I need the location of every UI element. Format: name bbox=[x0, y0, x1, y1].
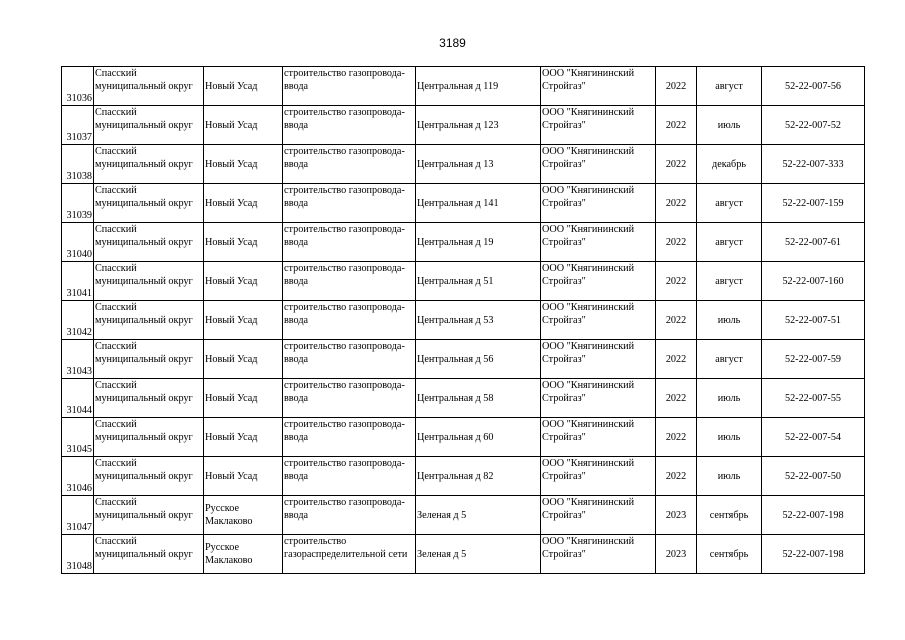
district-text: Спасский bbox=[95, 497, 137, 508]
row-number-text: 31044 bbox=[66, 405, 92, 416]
code-text: 52-22-007-56 bbox=[784, 80, 842, 92]
district-text: Спасский bbox=[95, 146, 137, 157]
code-text: 52-22-007-51 bbox=[784, 314, 842, 326]
month-text: июль bbox=[717, 392, 741, 404]
work-type-text: ввода bbox=[284, 120, 309, 131]
year-cell bbox=[656, 262, 697, 301]
district-text: муниципальный округ bbox=[95, 198, 193, 209]
row-number-text: 31048 bbox=[66, 561, 92, 572]
contractor-cell bbox=[541, 301, 656, 340]
address-cell bbox=[416, 340, 541, 379]
address-text: Центральная д 53 bbox=[417, 314, 494, 326]
settlement-cell bbox=[204, 223, 283, 262]
address-cell bbox=[416, 457, 541, 496]
code-cell bbox=[762, 184, 865, 223]
district-text: муниципальный округ bbox=[95, 510, 193, 521]
settlement-cell bbox=[204, 457, 283, 496]
registry-table bbox=[61, 66, 865, 574]
district-text: Спасский bbox=[95, 263, 137, 274]
work-type-text: ввода bbox=[284, 393, 309, 404]
district-text: муниципальный округ bbox=[95, 393, 193, 404]
settlement-cell bbox=[204, 379, 283, 418]
contractor-text: ООО "Княгининский bbox=[542, 497, 635, 508]
work-type-cell bbox=[283, 457, 416, 496]
address-text: Центральная д 119 bbox=[417, 80, 499, 92]
district-cell bbox=[94, 340, 204, 379]
settlement-text: Новый Усад bbox=[205, 236, 258, 248]
year-cell bbox=[656, 106, 697, 145]
contractor-text: ООО "Княгининский bbox=[542, 458, 635, 469]
row-number-cell bbox=[62, 145, 94, 184]
district-text: муниципальный округ bbox=[95, 159, 193, 170]
settlement-text: Новый Усад bbox=[205, 470, 258, 482]
settlement-cell bbox=[204, 106, 283, 145]
table-row bbox=[62, 340, 865, 379]
table-row bbox=[62, 418, 865, 457]
work-type-text: строительство газопровода- bbox=[284, 146, 405, 157]
district-text: муниципальный округ bbox=[95, 549, 193, 560]
contractor-cell bbox=[541, 106, 656, 145]
district-text: Спасский bbox=[95, 302, 137, 313]
year-text: 2022 bbox=[665, 158, 687, 170]
work-type-text: строительство bbox=[284, 536, 347, 547]
contractor-text: ООО "Княгининский bbox=[542, 107, 635, 118]
settlement-cell bbox=[204, 418, 283, 457]
code-cell bbox=[762, 340, 865, 379]
row-number-cell bbox=[62, 223, 94, 262]
code-text: 52-22-007-198 bbox=[782, 548, 844, 560]
row-number-cell bbox=[62, 496, 94, 535]
contractor-text: ООО "Княгининский bbox=[542, 263, 635, 274]
settlement-text: Новый Усад bbox=[205, 275, 258, 287]
work-type-text: ввода bbox=[284, 315, 309, 326]
contractor-text: ООО "Княгининский bbox=[542, 380, 635, 391]
code-text: 52-22-007-159 bbox=[782, 197, 844, 209]
contractor-text: Стройгаз" bbox=[542, 159, 586, 170]
year-cell bbox=[656, 379, 697, 418]
work-type-text: ввода bbox=[284, 276, 309, 287]
district-text: Спасский bbox=[95, 419, 137, 430]
address-cell bbox=[416, 67, 541, 106]
row-number-cell bbox=[62, 301, 94, 340]
year-text: 2022 bbox=[665, 470, 687, 482]
settlement-text: Новый Усад bbox=[205, 353, 258, 365]
month-text: август bbox=[715, 275, 743, 287]
address-text: Центральная д 13 bbox=[417, 158, 494, 170]
table-row bbox=[62, 67, 865, 106]
contractor-text: ООО "Княгининский bbox=[542, 419, 635, 430]
settlement-text: Новый Усад bbox=[205, 119, 258, 131]
address-cell bbox=[416, 301, 541, 340]
settlement-text: Новый Усад bbox=[205, 158, 258, 170]
code-cell bbox=[762, 67, 865, 106]
contractor-text: ООО "Княгининский bbox=[542, 68, 635, 79]
work-type-cell bbox=[283, 67, 416, 106]
district-text: Спасский bbox=[95, 68, 137, 79]
district-text: Спасский bbox=[95, 341, 137, 352]
contractor-text: Стройгаз" bbox=[542, 81, 586, 92]
month-cell bbox=[697, 184, 762, 223]
district-cell bbox=[94, 457, 204, 496]
year-text: 2022 bbox=[665, 392, 687, 404]
table-body bbox=[62, 67, 865, 574]
address-cell bbox=[416, 106, 541, 145]
contractor-cell bbox=[541, 67, 656, 106]
district-text: Спасский bbox=[95, 107, 137, 118]
row-number-cell bbox=[62, 340, 94, 379]
work-type-cell bbox=[283, 184, 416, 223]
contractor-cell bbox=[541, 262, 656, 301]
month-cell bbox=[697, 301, 762, 340]
year-cell bbox=[656, 67, 697, 106]
district-text: муниципальный округ bbox=[95, 354, 193, 365]
year-text: 2022 bbox=[665, 197, 687, 209]
work-type-cell bbox=[283, 106, 416, 145]
work-type-cell bbox=[283, 262, 416, 301]
code-cell bbox=[762, 301, 865, 340]
settlement-text: Русское bbox=[205, 503, 239, 514]
year-text: 2022 bbox=[665, 80, 687, 92]
work-type-text: строительство газопровода- bbox=[284, 263, 405, 274]
work-type-text: строительство газопровода- bbox=[284, 497, 405, 508]
month-text: декабрь bbox=[712, 158, 746, 170]
settlement-text: Русское bbox=[205, 542, 239, 553]
row-number-text: 31039 bbox=[66, 210, 92, 221]
month-cell bbox=[697, 496, 762, 535]
district-text: муниципальный округ bbox=[95, 120, 193, 131]
year-text: 2022 bbox=[665, 236, 687, 248]
work-type-text: строительство газопровода- bbox=[284, 107, 405, 118]
settlement-cell bbox=[204, 67, 283, 106]
district-text: муниципальный округ bbox=[95, 432, 193, 443]
code-cell bbox=[762, 418, 865, 457]
address-text: Центральная д 51 bbox=[417, 275, 494, 287]
contractor-text: Стройгаз" bbox=[542, 237, 586, 248]
contractor-text: ООО "Княгининский bbox=[542, 302, 635, 313]
address-text: Центральная д 56 bbox=[417, 353, 494, 365]
work-type-text: ввода bbox=[284, 471, 309, 482]
address-text: Центральная д 82 bbox=[417, 470, 494, 482]
month-cell bbox=[697, 457, 762, 496]
work-type-text: ввода bbox=[284, 159, 309, 170]
settlement-cell bbox=[204, 340, 283, 379]
row-number-cell bbox=[62, 457, 94, 496]
address-text: Зеленая д 5 bbox=[417, 509, 467, 521]
work-type-text: строительство газопровода- bbox=[284, 380, 405, 391]
month-text: август bbox=[715, 197, 743, 209]
table-row bbox=[62, 223, 865, 262]
work-type-cell bbox=[283, 496, 416, 535]
code-cell bbox=[762, 262, 865, 301]
table-row bbox=[62, 106, 865, 145]
year-cell bbox=[656, 418, 697, 457]
work-type-cell bbox=[283, 379, 416, 418]
work-type-text: строительство газопровода- bbox=[284, 224, 405, 235]
contractor-cell bbox=[541, 535, 656, 574]
row-number-cell bbox=[62, 67, 94, 106]
work-type-cell bbox=[283, 223, 416, 262]
address-cell bbox=[416, 184, 541, 223]
year-cell bbox=[656, 457, 697, 496]
work-type-text: строительство газопровода- bbox=[284, 341, 405, 352]
code-cell bbox=[762, 457, 865, 496]
month-cell bbox=[697, 67, 762, 106]
district-text: муниципальный округ bbox=[95, 237, 193, 248]
year-cell bbox=[656, 301, 697, 340]
district-cell bbox=[94, 535, 204, 574]
code-cell bbox=[762, 145, 865, 184]
year-text: 2023 bbox=[665, 509, 687, 521]
month-cell bbox=[697, 106, 762, 145]
row-number-cell bbox=[62, 379, 94, 418]
table-row bbox=[62, 145, 865, 184]
code-cell bbox=[762, 106, 865, 145]
month-cell bbox=[697, 223, 762, 262]
settlement-cell bbox=[204, 496, 283, 535]
settlement-cell bbox=[204, 535, 283, 574]
address-text: Центральная д 141 bbox=[417, 197, 499, 209]
contractor-text: Стройгаз" bbox=[542, 276, 586, 287]
contractor-text: Стройгаз" bbox=[542, 432, 586, 443]
row-number-cell bbox=[62, 418, 94, 457]
settlement-cell bbox=[204, 184, 283, 223]
contractor-cell bbox=[541, 340, 656, 379]
row-number-cell bbox=[62, 535, 94, 574]
row-number-text: 31037 bbox=[66, 132, 92, 143]
row-number-text: 31040 bbox=[66, 249, 92, 260]
address-cell bbox=[416, 145, 541, 184]
address-cell bbox=[416, 223, 541, 262]
work-type-cell bbox=[283, 340, 416, 379]
row-number-text: 31046 bbox=[66, 483, 92, 494]
contractor-cell bbox=[541, 223, 656, 262]
year-text: 2022 bbox=[665, 275, 687, 287]
settlement-cell bbox=[204, 301, 283, 340]
year-cell bbox=[656, 223, 697, 262]
contractor-text: Стройгаз" bbox=[542, 120, 586, 131]
work-type-cell bbox=[283, 145, 416, 184]
district-cell bbox=[94, 418, 204, 457]
code-text: 52-22-007-52 bbox=[784, 119, 842, 131]
code-cell bbox=[762, 496, 865, 535]
row-number-text: 31047 bbox=[66, 522, 92, 533]
work-type-cell bbox=[283, 418, 416, 457]
month-text: сентябрь bbox=[709, 509, 749, 521]
year-text: 2022 bbox=[665, 353, 687, 365]
code-text: 52-22-007-59 bbox=[784, 353, 842, 365]
code-text: 52-22-007-55 bbox=[784, 392, 842, 404]
district-cell bbox=[94, 106, 204, 145]
year-text: 2022 bbox=[665, 119, 687, 131]
work-type-text: строительство газопровода- bbox=[284, 185, 405, 196]
work-type-text: строительство газопровода- bbox=[284, 419, 405, 430]
district-text: Спасский bbox=[95, 185, 137, 196]
address-text: Центральная д 58 bbox=[417, 392, 494, 404]
contractor-text: Стройгаз" bbox=[542, 354, 586, 365]
district-text: Спасский bbox=[95, 380, 137, 391]
address-text: Центральная д 19 bbox=[417, 236, 494, 248]
district-cell bbox=[94, 496, 204, 535]
work-type-text: газораспределительной сети bbox=[284, 549, 408, 560]
contractor-cell bbox=[541, 418, 656, 457]
year-cell bbox=[656, 496, 697, 535]
contractor-text: ООО "Княгининский bbox=[542, 341, 635, 352]
year-text: 2023 bbox=[665, 548, 687, 560]
district-text: Спасский bbox=[95, 224, 137, 235]
row-number-text: 31036 bbox=[66, 93, 92, 104]
row-number-text: 31043 bbox=[66, 366, 92, 377]
district-text: муниципальный округ bbox=[95, 81, 193, 92]
year-cell bbox=[656, 145, 697, 184]
month-text: июль bbox=[717, 470, 741, 482]
table-row bbox=[62, 535, 865, 574]
settlement-text: Маклаково bbox=[205, 555, 253, 566]
settlement-text: Новый Усад bbox=[205, 197, 258, 209]
work-type-text: строительство газопровода- bbox=[284, 302, 405, 313]
work-type-text: ввода bbox=[284, 198, 309, 209]
month-cell bbox=[697, 535, 762, 574]
row-number-cell bbox=[62, 262, 94, 301]
contractor-text: Стройгаз" bbox=[542, 549, 586, 560]
work-type-text: ввода bbox=[284, 432, 309, 443]
district-cell bbox=[94, 301, 204, 340]
code-text: 52-22-007-50 bbox=[784, 470, 842, 482]
district-cell bbox=[94, 67, 204, 106]
month-text: июль bbox=[717, 119, 741, 131]
settlement-text: Маклаково bbox=[205, 516, 253, 527]
district-cell bbox=[94, 223, 204, 262]
month-cell bbox=[697, 379, 762, 418]
contractor-cell bbox=[541, 457, 656, 496]
code-text: 52-22-007-61 bbox=[784, 236, 842, 248]
code-text: 52-22-007-198 bbox=[782, 509, 844, 521]
work-type-cell bbox=[283, 301, 416, 340]
district-text: муниципальный округ bbox=[95, 276, 193, 287]
address-cell bbox=[416, 262, 541, 301]
row-number-cell bbox=[62, 106, 94, 145]
code-cell bbox=[762, 535, 865, 574]
district-cell bbox=[94, 262, 204, 301]
address-cell bbox=[416, 535, 541, 574]
address-text: Центральная д 60 bbox=[417, 431, 494, 443]
contractor-cell bbox=[541, 184, 656, 223]
month-text: сентябрь bbox=[709, 548, 749, 560]
year-cell bbox=[656, 184, 697, 223]
address-text: Зеленая д 5 bbox=[417, 548, 467, 560]
work-type-text: ввода bbox=[284, 510, 309, 521]
settlement-text: Новый Усад bbox=[205, 431, 258, 443]
table-row bbox=[62, 379, 865, 418]
code-text: 52-22-007-160 bbox=[782, 275, 844, 287]
settlement-text: Новый Усад bbox=[205, 80, 258, 92]
work-type-text: строительство газопровода- bbox=[284, 68, 405, 79]
contractor-text: Стройгаз" bbox=[542, 315, 586, 326]
address-cell bbox=[416, 496, 541, 535]
row-number-text: 31041 bbox=[66, 288, 92, 299]
month-cell bbox=[697, 262, 762, 301]
table-row bbox=[62, 496, 865, 535]
work-type-cell bbox=[283, 535, 416, 574]
settlement-text: Новый Усад bbox=[205, 392, 258, 404]
district-cell bbox=[94, 379, 204, 418]
month-text: август bbox=[715, 80, 743, 92]
year-cell bbox=[656, 535, 697, 574]
address-text: Центральная д 123 bbox=[417, 119, 499, 131]
year-text: 2022 bbox=[665, 431, 687, 443]
address-cell bbox=[416, 418, 541, 457]
month-text: июль bbox=[717, 314, 741, 326]
page-number: 3189 bbox=[439, 36, 466, 50]
table-row bbox=[62, 457, 865, 496]
work-type-text: ввода bbox=[284, 354, 309, 365]
table-row bbox=[62, 262, 865, 301]
row-number-text: 31038 bbox=[66, 171, 92, 182]
year-cell bbox=[656, 340, 697, 379]
month-cell bbox=[697, 418, 762, 457]
contractor-cell bbox=[541, 496, 656, 535]
month-text: июль bbox=[717, 431, 741, 443]
district-cell bbox=[94, 145, 204, 184]
contractor-cell bbox=[541, 145, 656, 184]
contractor-text: ООО "Княгининский bbox=[542, 146, 635, 157]
district-cell bbox=[94, 184, 204, 223]
year-text: 2022 bbox=[665, 314, 687, 326]
contractor-text: Стройгаз" bbox=[542, 198, 586, 209]
contractor-text: ООО "Княгининский bbox=[542, 536, 635, 547]
district-text: муниципальный округ bbox=[95, 471, 193, 482]
settlement-cell bbox=[204, 262, 283, 301]
contractor-text: Стройгаз" bbox=[542, 471, 586, 482]
code-cell bbox=[762, 379, 865, 418]
district-text: Спасский bbox=[95, 536, 137, 547]
month-cell bbox=[697, 340, 762, 379]
table-row bbox=[62, 301, 865, 340]
contractor-cell bbox=[541, 379, 656, 418]
work-type-text: ввода bbox=[284, 81, 309, 92]
contractor-text: Стройгаз" bbox=[542, 393, 586, 404]
row-number-cell bbox=[62, 184, 94, 223]
month-text: август bbox=[715, 353, 743, 365]
code-text: 52-22-007-54 bbox=[784, 431, 842, 443]
address-cell bbox=[416, 379, 541, 418]
district-text: муниципальный округ bbox=[95, 315, 193, 326]
row-number-text: 31042 bbox=[66, 327, 92, 338]
settlement-text: Новый Усад bbox=[205, 314, 258, 326]
contractor-text: ООО "Княгининский bbox=[542, 185, 635, 196]
settlement-cell bbox=[204, 145, 283, 184]
month-text: август bbox=[715, 236, 743, 248]
code-cell bbox=[762, 223, 865, 262]
month-cell bbox=[697, 145, 762, 184]
code-text: 52-22-007-333 bbox=[782, 158, 844, 170]
contractor-text: Стройгаз" bbox=[542, 510, 586, 521]
contractor-text: ООО "Княгининский bbox=[542, 224, 635, 235]
work-type-text: строительство газопровода- bbox=[284, 458, 405, 469]
row-number-text: 31045 bbox=[66, 444, 92, 455]
district-text: Спасский bbox=[95, 458, 137, 469]
table-row bbox=[62, 184, 865, 223]
work-type-text: ввода bbox=[284, 237, 309, 248]
